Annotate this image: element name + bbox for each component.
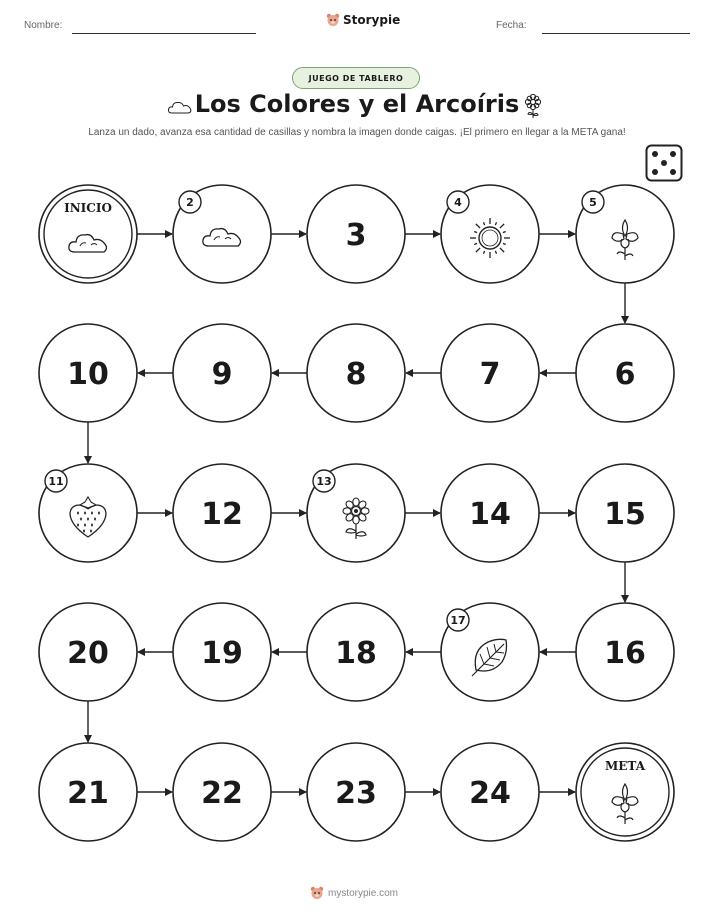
footer-url: mystorypie.com — [328, 887, 399, 899]
game-type-badge: JUEGO DE TABLERO — [292, 67, 420, 89]
space-number: 6 — [614, 357, 636, 392]
space-number: 5 — [589, 196, 597, 209]
name-label: Nombre: — [24, 20, 63, 31]
date-label: Fecha: — [496, 20, 527, 31]
space-number: 9 — [211, 357, 233, 392]
space-number: 24 — [469, 776, 511, 811]
board-space-9 — [173, 324, 271, 422]
board-space-18 — [307, 603, 405, 701]
board-space-16 — [576, 603, 674, 701]
space-number: 7 — [479, 357, 501, 392]
space-number: 14 — [469, 497, 511, 532]
page-title: Los Colores y el Arcoíris — [194, 90, 520, 118]
board-space-24 — [441, 743, 539, 841]
board-space-19 — [173, 603, 271, 701]
bear-icon — [310, 886, 324, 900]
board-space-21 — [39, 743, 137, 841]
space-number: 21 — [67, 776, 109, 811]
space-number: 4 — [454, 196, 462, 209]
board-space-15 — [576, 464, 674, 562]
space-number: 8 — [345, 357, 367, 392]
space-number: 3 — [345, 218, 367, 253]
game-instructions: Lanza un dado, avanza esa cantidad de casillas y nombra la imagen donde caigas. ¡El primero en llegar a la META gana! — [88, 127, 626, 138]
board-space-4 — [441, 185, 539, 283]
board-space-11 — [39, 464, 137, 562]
board-space-10 — [39, 324, 137, 422]
space-number: 20 — [67, 636, 109, 671]
space-number: 2 — [186, 196, 194, 209]
space-number: 11 — [48, 475, 64, 488]
board-space-8 — [307, 324, 405, 422]
board-space-22 — [173, 743, 271, 841]
board-space-23 — [307, 743, 405, 841]
board-space-13 — [307, 464, 405, 562]
space-number: 12 — [201, 497, 243, 532]
board-space-17 — [441, 603, 539, 701]
finish-label: META — [604, 759, 646, 773]
board-space-1 — [39, 185, 137, 283]
board-space-20 — [39, 603, 137, 701]
space-number: 19 — [201, 636, 243, 671]
space-circle — [576, 743, 674, 841]
board-space-7 — [441, 324, 539, 422]
board-space-25 — [576, 743, 674, 841]
footer — [310, 886, 398, 900]
space-number: 16 — [604, 636, 646, 671]
board-space-2 — [173, 185, 271, 283]
board-space-14 — [441, 464, 539, 562]
space-number: 18 — [335, 636, 377, 671]
space-number: 10 — [67, 357, 109, 392]
space-number: 15 — [604, 497, 646, 532]
space-number: 17 — [450, 614, 466, 627]
board-space-6 — [576, 324, 674, 422]
board-space-5 — [576, 185, 674, 283]
board-space-3 — [307, 185, 405, 283]
board-space-12 — [173, 464, 271, 562]
brand-name: Storypie — [343, 13, 401, 27]
space-number: 22 — [201, 776, 243, 811]
start-label: INICIO — [64, 201, 112, 215]
space-number: 13 — [316, 475, 332, 488]
space-number: 23 — [335, 776, 377, 811]
